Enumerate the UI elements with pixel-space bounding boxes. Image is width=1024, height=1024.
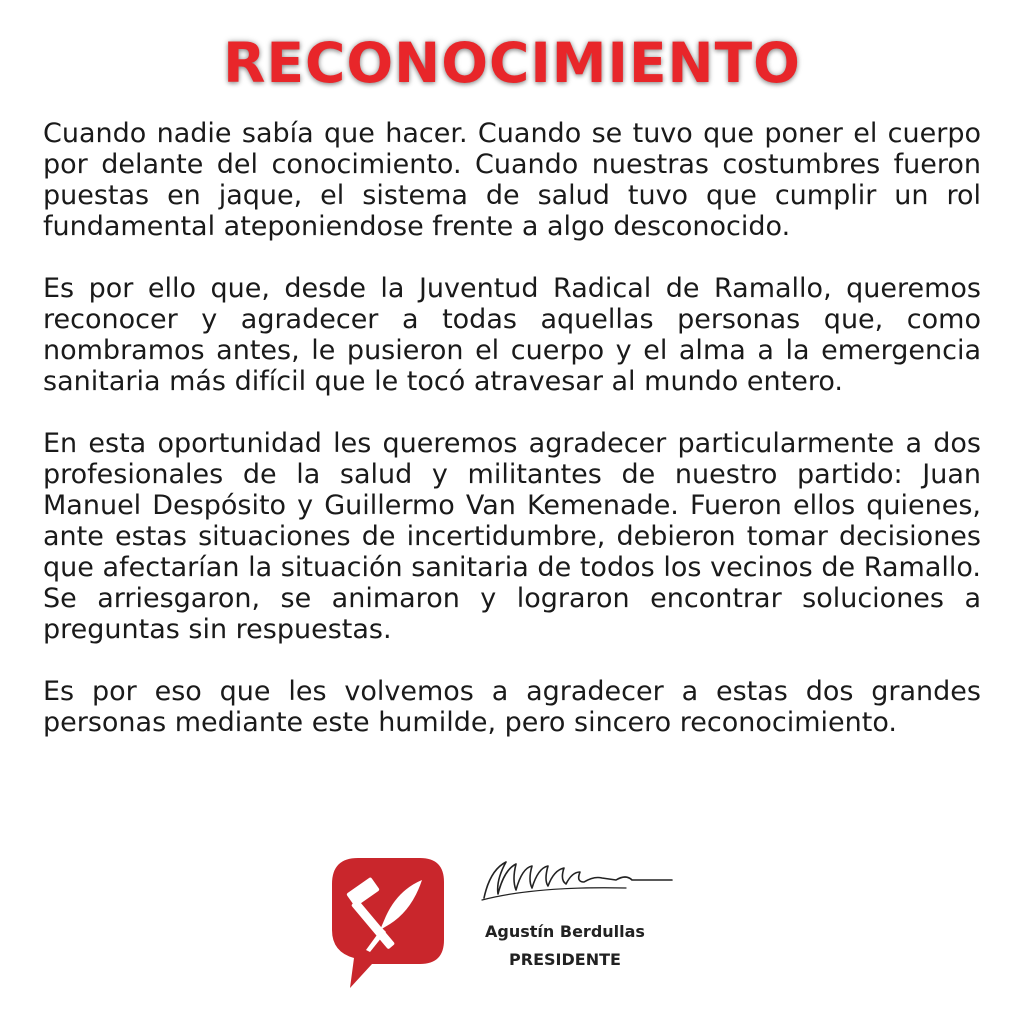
handwritten-signature-icon — [476, 850, 676, 910]
paragraph-3: En esta oportunidad les queremos agradecer particularmente a dos profesionales de la salud y militantes de nuestro partido: Juan Manuel Despósito y Guillermo Van Kemenade. Fueron ellos quienes, ante estas situaciones de incertidumbre, debieron tomar decisiones que afectarían la situación sanitaria de todos los vecinos de Ramallo. Se arriesgaron, se animaron y lograron encontrar soluciones a preguntas sin respuestas. — [43, 428, 981, 645]
document-body — [43, 118, 981, 769]
paragraph-1: Cuando nadie sabía que hacer. Cuando se tuvo que poner el cuerpo por delante del conocimiento. Cuando nuestras costumbres fueron puestas en jaque, el sistema de salud tuvo que cumplir un rol fundamental ateponiendose frente a algo desconocido. — [43, 118, 981, 242]
signer-role: PRESIDENTE — [509, 950, 621, 969]
footer — [0, 850, 1024, 1000]
page-title: RECONOCIMIENTO — [223, 31, 801, 95]
signer-name: Agustín Berdullas — [485, 922, 645, 941]
paragraph-2: Es por ello que, desde la Juventud Radical de Ramallo, queremos reconocer y agradecer a todas aquellas personas que, como nombramos antes, le pusieron el cuerpo y el alma a la emergencia sanitaria más difícil que le tocó atravesar al mundo entero. — [43, 273, 981, 397]
paragraph-4: Es por eso que les volvemos a agradecer a estas dos grandes personas mediante este humilde, pero sincero reconocimiento. — [43, 676, 981, 738]
hammer-quill-location-pin-icon — [328, 854, 448, 990]
